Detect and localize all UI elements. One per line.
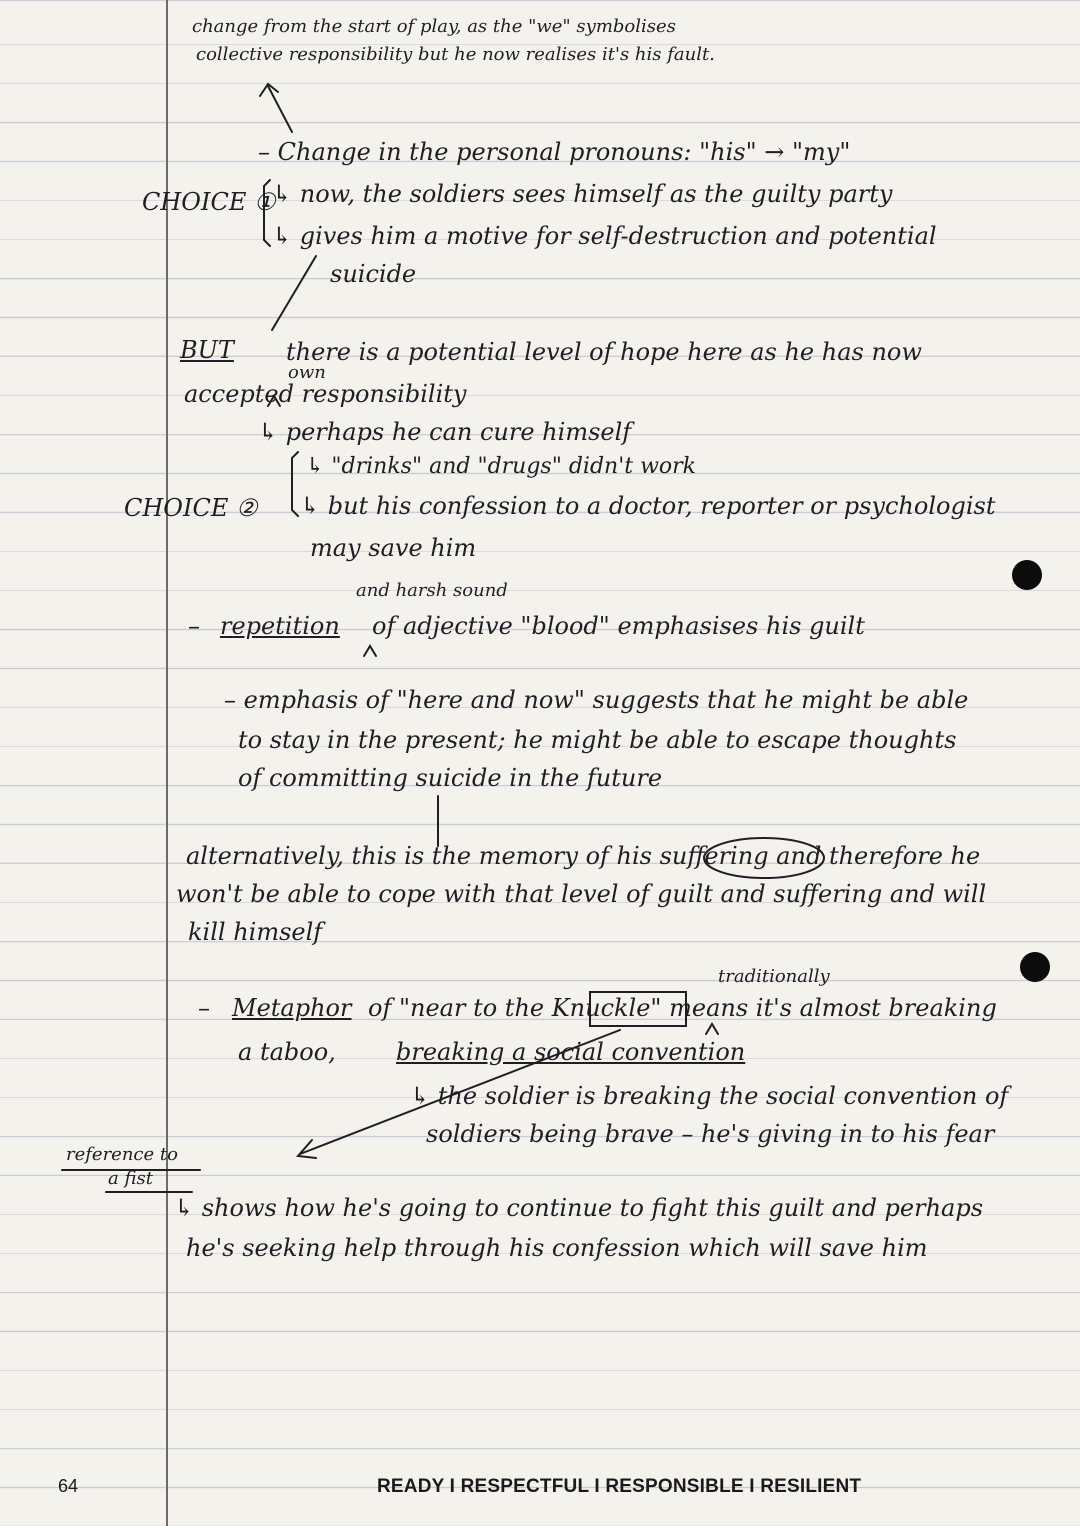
- note-reference-to: reference to: [66, 1144, 178, 1165]
- note-save-him: may save him: [310, 534, 477, 562]
- note-harsh-sound-insert: and harsh sound: [356, 580, 508, 601]
- arrow-up-to-top-note: [268, 86, 292, 132]
- choice-2-bracket: [292, 452, 298, 516]
- margin-line: [166, 0, 168, 1526]
- arrowhead-fist: [298, 1140, 316, 1158]
- note-present: to stay in the present; he might be able to escape thoughts: [238, 726, 957, 754]
- note-self-destruction: ↳ gives him a motive for self-destruction and potential: [272, 222, 937, 250]
- note-potential-hope: there is a potential level of hope here as he has now: [286, 338, 922, 366]
- note-drinks-drugs: ↳ "drinks" and "drugs" didn't work: [306, 454, 696, 479]
- note-social-convention: breaking a social convention: [396, 1038, 746, 1066]
- note-dash-2: –: [198, 994, 210, 1022]
- footer-motto: READY I RESPECTFUL I RESPONSIBLE I RESILIENT: [377, 1476, 862, 1497]
- choice-1-label: CHOICE ①: [142, 188, 276, 216]
- note-here-and-now: – emphasis of "here and now" suggests that he might be able: [224, 686, 969, 714]
- hole-punch-lower: [1020, 952, 1050, 982]
- note-repetition-word: repetition: [220, 612, 340, 640]
- note-accepted-responsibility: accepted responsibility: [184, 380, 467, 408]
- note-dash-1: –: [188, 612, 200, 640]
- note-future: of committing suicide in the future: [238, 764, 663, 792]
- note-alternatively: alternatively, this is the memory of his suffering and therefore he: [186, 842, 981, 870]
- note-a-fist: a fist: [108, 1168, 153, 1189]
- choice-2-label: CHOICE ②: [124, 494, 258, 522]
- note-top-line-1: change from the start of play, as the "we" symbolises: [192, 16, 676, 37]
- note-confession: ↳ but his confession to a doctor, reporter or psychologist: [300, 492, 996, 520]
- note-pronoun-change: – Change in the personal pronouns: "his" → "my": [258, 138, 851, 166]
- page-number: 64: [58, 1476, 79, 1496]
- note-metaphor-word: Metaphor: [232, 994, 352, 1022]
- note-taboo: a taboo,: [238, 1038, 336, 1066]
- hole-punch-upper: [1012, 560, 1042, 590]
- note-seeking-help: he's seeking help through his confession which will save him: [186, 1234, 928, 1262]
- line-suicide-to-but: [272, 256, 316, 330]
- note-traditionally-insert: traditionally: [718, 966, 830, 987]
- note-suicide: suicide: [330, 260, 417, 288]
- note-soldier-breaking: ↳ the soldier is breaking the social convention of: [410, 1082, 1009, 1110]
- note-guilty-party: ↳ now, the soldiers sees himself as the guilty party: [272, 180, 893, 208]
- footer: [0, 1474, 1080, 1500]
- note-cope: won't be able to cope with that level of guilt and suffering and will: [176, 880, 987, 908]
- note-blood-guilt: of adjective "blood" emphasises his guilt: [372, 612, 865, 640]
- arrowhead-top: [260, 84, 278, 96]
- note-soldiers-brave: soldiers being brave – he's giving in to his fear: [426, 1120, 995, 1148]
- note-cure-himself: ↳ perhaps he can cure himself: [258, 418, 632, 446]
- note-knuckle: of "near to the Knuckle" means it's almost breaking: [368, 994, 997, 1022]
- note-kill-himself: kill himself: [188, 918, 323, 946]
- caret-traditionally: [706, 1024, 718, 1034]
- note-top-line-2: collective responsibility but he now realises it's his fault.: [196, 44, 715, 65]
- but-label: BUT: [180, 336, 234, 364]
- note-own-insert: own: [288, 362, 326, 383]
- caret-repetition: [364, 646, 376, 656]
- note-continue-to-fight: ↳ shows how he's going to continue to fight this guilt and perhaps: [174, 1194, 984, 1222]
